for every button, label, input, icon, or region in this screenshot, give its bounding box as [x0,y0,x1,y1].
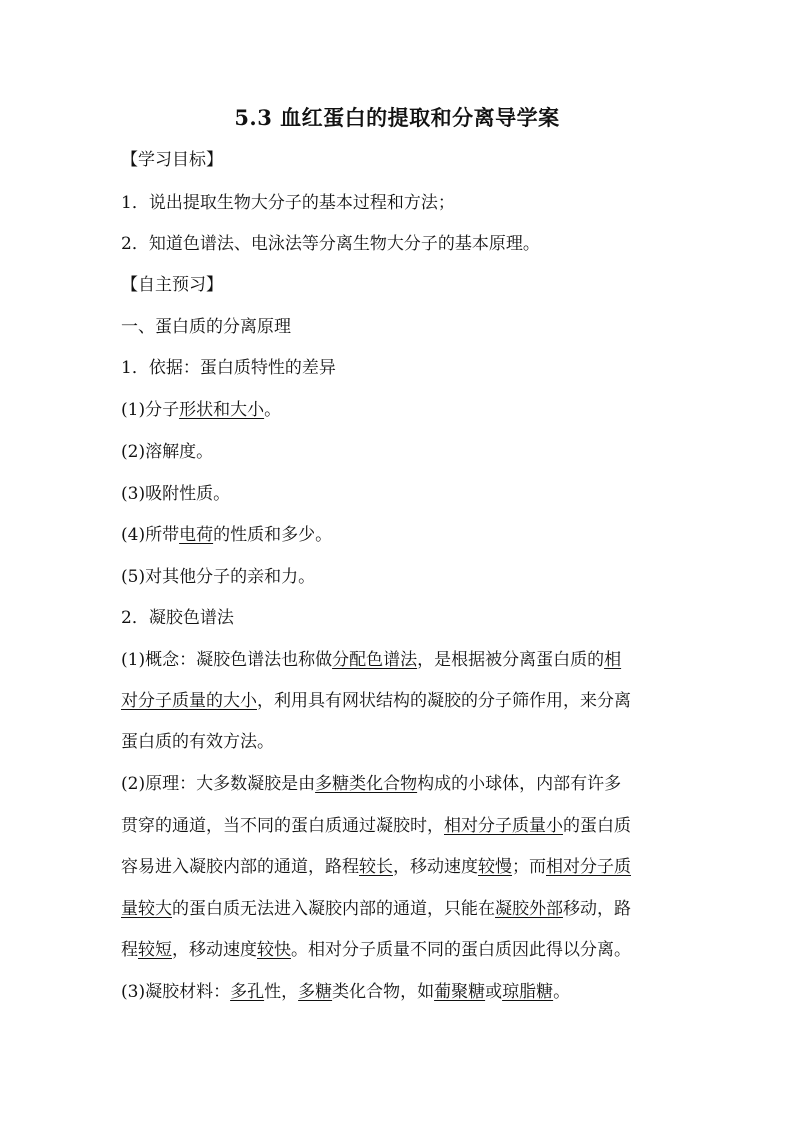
text-run: (3)凝胶材料： [121,982,231,1002]
basis-item-3: (3)吸附性质。 [121,484,231,504]
section-learning-goals: 【学习目标】 [121,150,223,170]
answer-blank: 较短 [138,940,172,960]
goal-item-1: 1．说出提取生物大分子的基本过程和方法； [121,193,455,213]
answer-blank: 量较大 [121,899,172,919]
principle-line-2 [121,816,677,836]
text-run: 性， [264,982,299,1002]
text-run: 贯穿的通道，当不同的蛋白质通过凝胶时， [121,816,444,836]
text-run: (1)概念：凝胶色谱法也称做 [121,650,333,670]
principle-line-4 [121,899,677,919]
text-run: ；而 [512,857,546,877]
principle-line-5 [121,940,677,960]
answer-blank: 多糖类化合物 [315,774,418,794]
text-run: 。 [264,400,282,420]
basis-item-5: (5)对其他分子的亲和力。 [121,567,316,587]
text-run: 的蛋白质 [563,816,631,836]
answer-blank: 葡聚糖 [434,982,486,1002]
basis-heading: 1．依据：蛋白质特性的差异 [121,358,336,378]
answer-blank: 多糖 [298,982,333,1002]
text-run: 程 [121,940,138,960]
page-title: 5.3 血红蛋白的提取和分离导学案 [234,105,560,130]
goal-item-2: 2．知道色谱法、电泳法等分离生物大分子的基本原理。 [121,234,540,254]
text-run: (1)分子 [121,400,180,420]
text-run: ，利用具有网状结构的凝胶的分子筛作用，来分离 [257,691,631,711]
text-run: (2)原理：大多数凝胶是由 [121,774,316,794]
section-self-preview: 【自主预习】 [121,275,223,295]
answer-blank: 较快 [257,940,291,960]
gel-chromatography-heading: 2．凝胶色谱法 [121,608,234,628]
concept-line-1 [121,650,677,670]
answer-blank: 电荷 [179,525,214,545]
text-run: (4)所带 [121,525,180,545]
answer-blank: 相对分子质量小 [444,816,563,836]
answer-blank: 相对分子质 [546,857,631,877]
basis-item-4 [121,525,677,545]
gel-material-line [121,982,677,1002]
answer-blank: 分配色谱法 [332,650,418,670]
part1-heading: 一、蛋白质的分离原理 [121,317,291,337]
basis-item-2: (2)溶解度。 [121,442,214,462]
text-run: ，移动速度 [172,940,257,960]
text-run: ，是根据被分离蛋白质的 [417,650,605,670]
concept-line-3: 蛋白质的有效方法。 [121,732,274,752]
text-run: 构成的小球体，内部有许多 [417,774,622,794]
basis-item-1 [121,400,677,420]
text-run: 类化合物，如 [332,982,435,1002]
text-run: ，移动速度 [393,857,478,877]
answer-blank: 相 [604,650,622,670]
answer-blank: 较长 [359,857,393,877]
answer-blank: 较慢 [478,857,512,877]
answer-blank: 凝胶外部 [495,899,563,919]
text-run: 的蛋白质无法进入凝胶内部的通道，只能在 [172,899,495,919]
answer-blank: 琼脂糖 [502,982,554,1002]
answer-blank: 形状和大小 [179,400,265,420]
text-run: 的性质和多少。 [213,525,333,545]
text-run: 。相对分子质量不同的蛋白质因此得以分离。 [291,940,631,960]
text-run: 容易进入凝胶内部的通道，路程 [121,857,359,877]
text-run: 或 [485,982,503,1002]
principle-line-1 [121,774,677,794]
answer-blank: 对分子质量的大小 [121,691,257,711]
text-run: 。 [553,982,571,1002]
concept-line-2 [121,691,677,711]
principle-line-3 [121,857,677,877]
text-run: 移动，路 [563,899,631,919]
answer-blank: 多孔 [230,982,265,1002]
